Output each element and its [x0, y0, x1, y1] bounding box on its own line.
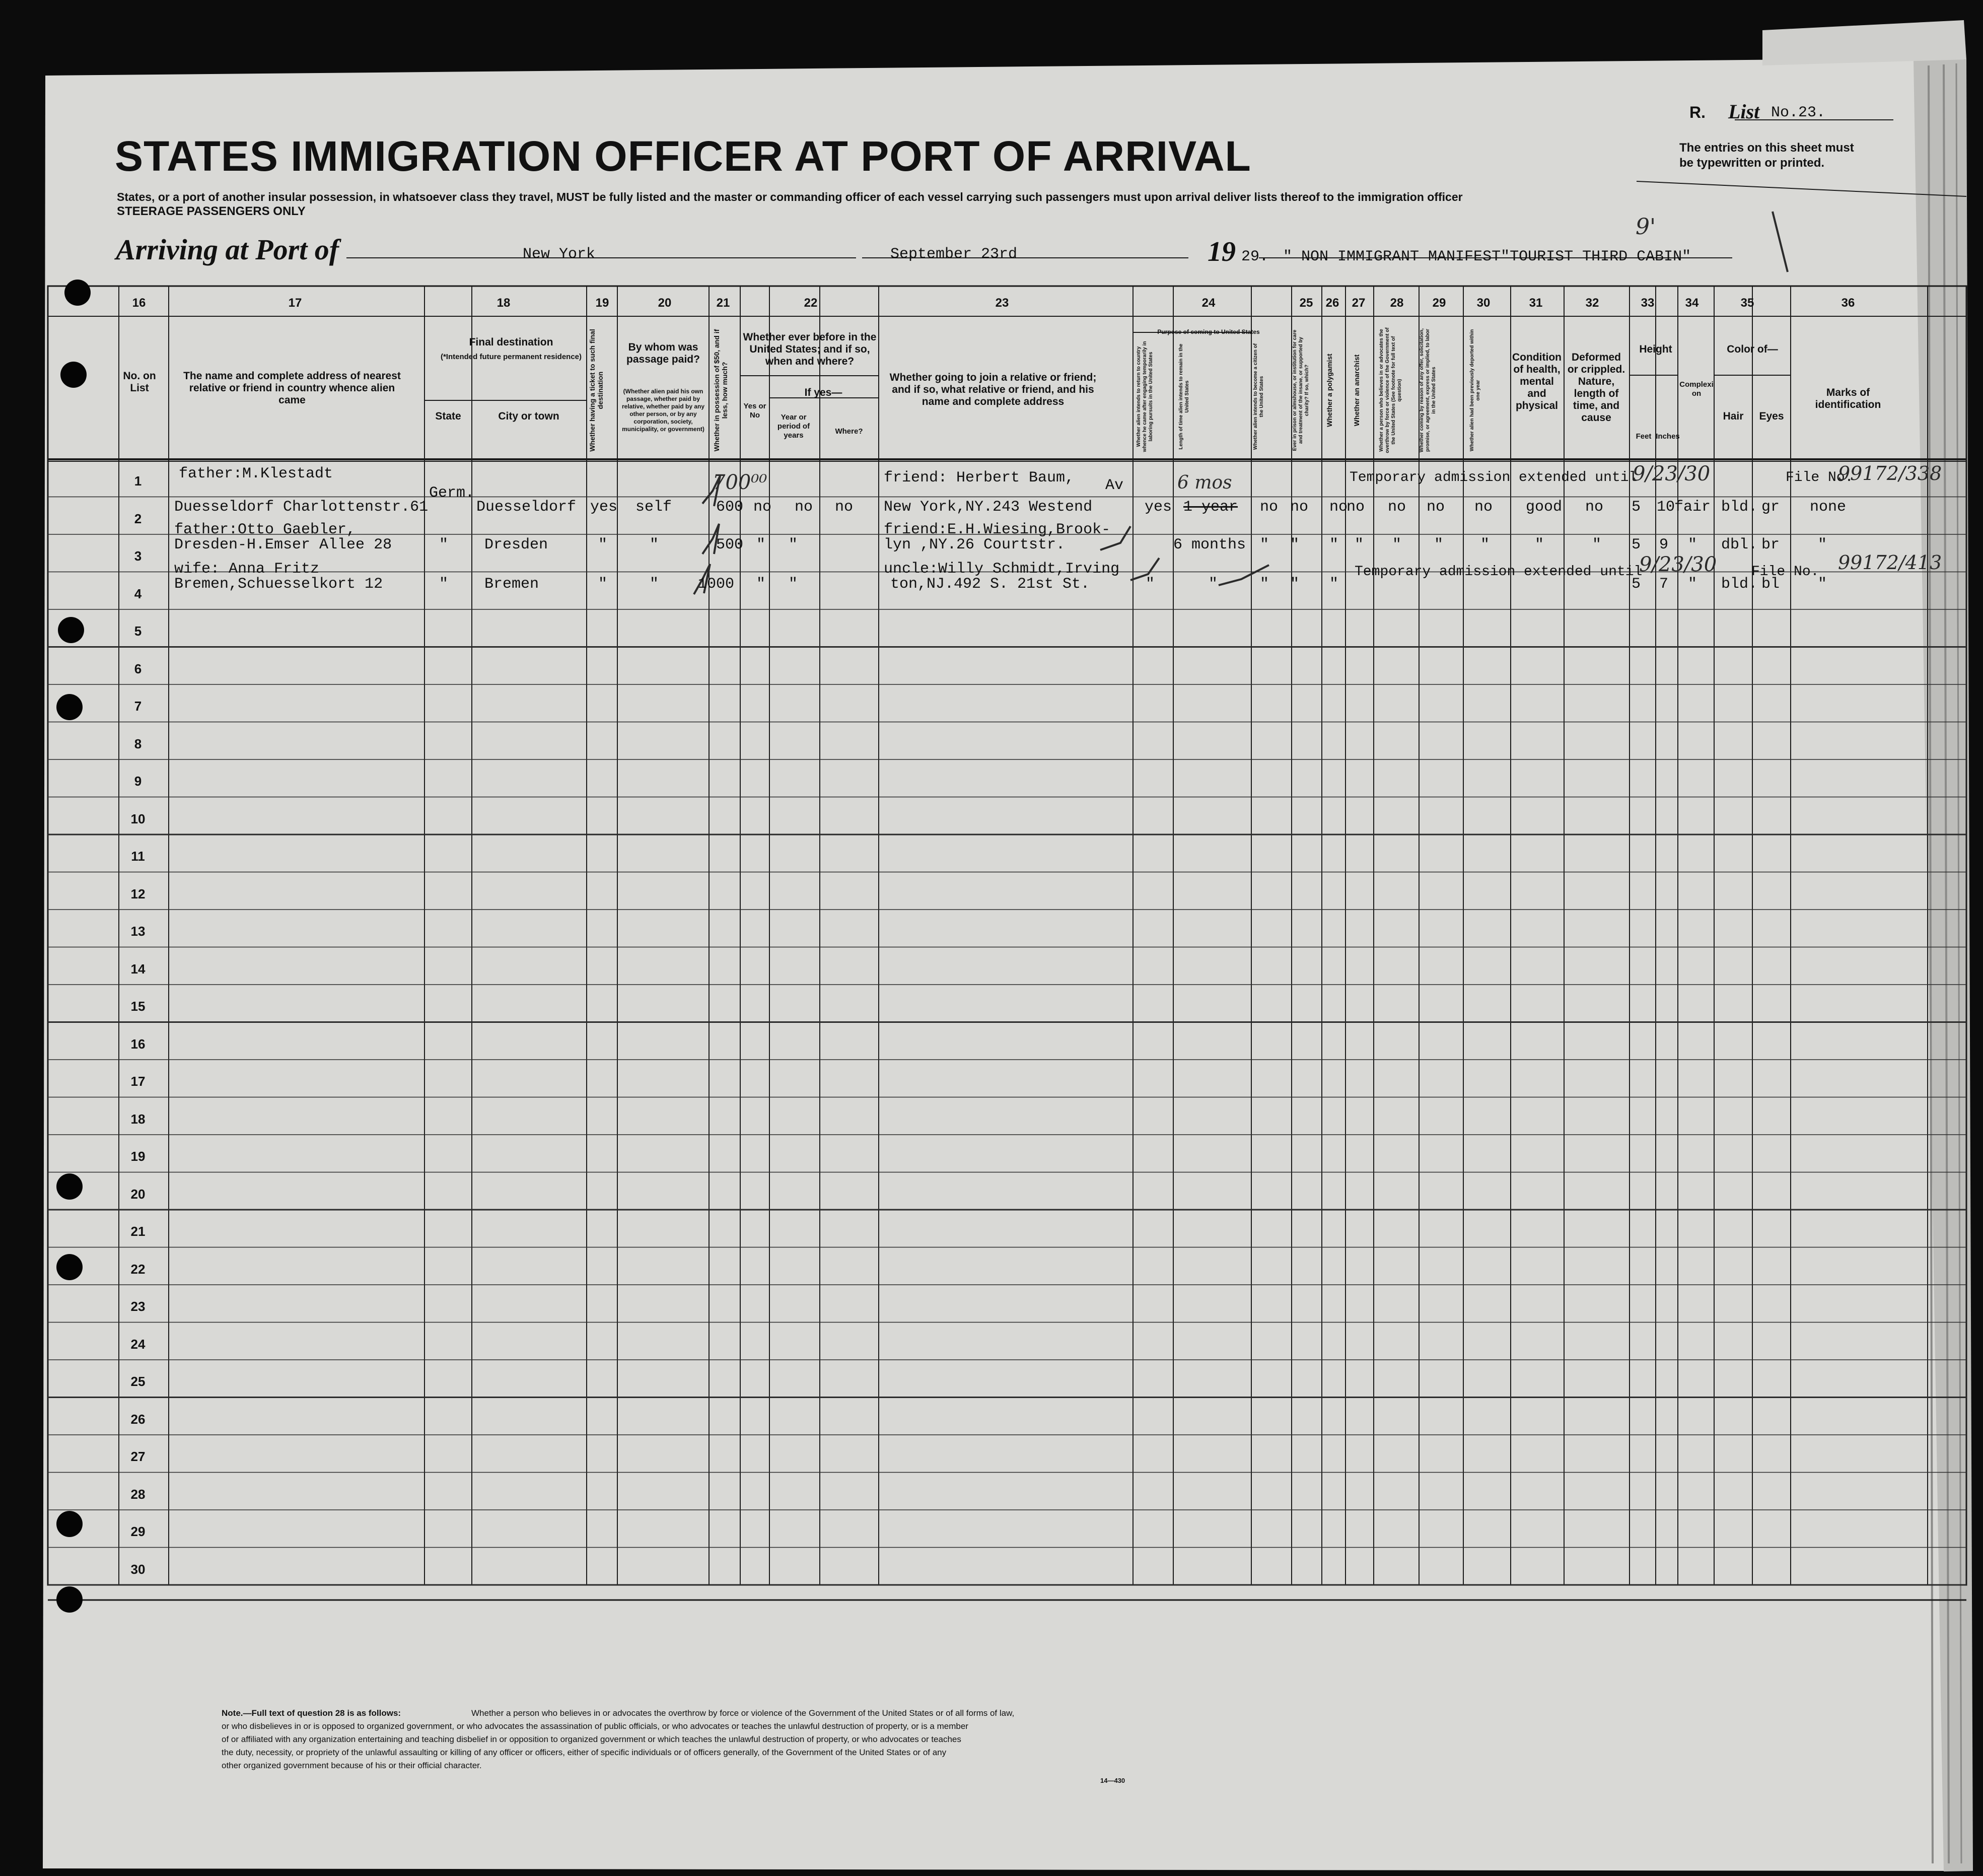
header-purpose: Purpose of coming to United States [1157, 328, 1260, 335]
header-complexion: Complexion [1679, 380, 1714, 398]
entry-3-ditto: " [1260, 576, 1269, 593]
row-number: 25 [130, 1374, 146, 1389]
column-number: 33 [1641, 296, 1655, 310]
entry-2-ditto: " [1434, 536, 1444, 553]
entry-1-deformed: no [1585, 499, 1604, 516]
entry-2-before-us: " [756, 536, 766, 553]
column-number: 36 [1841, 296, 1855, 310]
entry-3-before-year: " [789, 576, 798, 593]
entry-3-ticket: " [598, 576, 608, 593]
entry-3-relative: wife: Anna Fritz [174, 561, 320, 578]
entry-2-relative: father:Otto Gaebler, [174, 521, 356, 538]
entry-3-ditto: " [1290, 576, 1300, 593]
header-inches: Inches [1656, 432, 1680, 441]
entry-1-anarchist: no [1347, 499, 1365, 516]
arriving-label: Arriving at Port of [116, 233, 339, 266]
entry-1-citizen: no [1260, 499, 1279, 516]
entry-1-money: 600 [716, 499, 744, 516]
year-prefix: 19 [1208, 236, 1236, 267]
footnote-line: of or affiliated with any organization entertaining and teaching disbelief in or opposition to organized government or which teaches the unlawful destruction of property, or who advocates or teaches [222, 1734, 961, 1744]
footnote-line: other organized government because of his or their official character. [222, 1761, 482, 1770]
entry-2-joining-address: lyn ,NY.26 Courtstr. [884, 536, 1066, 553]
column-number: 24 [1201, 296, 1216, 310]
entry-1-health: good [1526, 499, 1563, 516]
manifest-note: " NON IMMIGRANT MANIFEST"TOURIST THIRD CABIN" [1283, 248, 1691, 265]
entry-2-marks: " [1818, 536, 1827, 553]
entry-1-file-number: 99172/338 [1838, 462, 1942, 484]
row-number: 15 [130, 999, 146, 1014]
row-number: 6 [134, 661, 142, 676]
header-money: Whether in possession of $50, and if less, how much? [713, 329, 729, 452]
entry-2-city: Dresden [484, 536, 548, 553]
entry-2-ditto: " [1260, 536, 1269, 553]
entry-1-joining-av: Av [1105, 477, 1124, 494]
row-number: 10 [130, 811, 146, 826]
instruction-line: States, or a port of another insular possession, in whatsoever class they travel, MUST be fully listed and the master or commanding officer of each vessel carrying such passengers must upon arrival deliver lists thereof to the immigration officer [117, 190, 1463, 203]
column-number: 17 [288, 296, 302, 310]
header-joining: Whether going to join a relative or friend; and if so, what relative or friend, and his name and complete address [889, 372, 1097, 407]
page-title: STATES IMMIGRATION OFFICER AT PORT OF ARRIVAL [115, 132, 1251, 180]
handwritten-mark: 9' [1636, 214, 1656, 240]
entry-1-relative: father:M.Klestadt [179, 465, 333, 482]
entry-3-ditto: " [1209, 576, 1218, 593]
binder-hole [56, 1586, 83, 1613]
entry-1-eyes: gr [1761, 499, 1780, 516]
row-number: 21 [130, 1224, 146, 1239]
column-number: 32 [1585, 296, 1599, 310]
header-state: State [435, 410, 461, 422]
header-no-on-list: No. on List [123, 370, 156, 394]
entry-3-joining-address: ton,NJ.492 S. 21st St. [890, 576, 1090, 593]
header-passage-paid-note: (Whether alien paid his own passage, whether paid by relative, whether paid by any other person, or by any corporation, society, municipality, or government) [621, 388, 705, 433]
entry-1-polygamist: no [1329, 499, 1348, 516]
entry-2-ditto: " [1392, 536, 1402, 553]
binder-hole [56, 1173, 83, 1200]
entry-3-file-number: 99172/413 [1838, 551, 1942, 574]
header-offer: Whether coming by reason of any offer, solicitation, promise, or agreement, express or implied, to labor in the United States [1419, 328, 1437, 453]
entry-2-relative-address: Dresden-H.Emser Allee 28 [174, 536, 392, 553]
column-number: 29 [1432, 296, 1446, 310]
binder-hole [64, 280, 91, 306]
entry-2-state: " [439, 536, 449, 553]
instruction-line-steerage: STEERAGE PASSENGERS ONLY [117, 204, 306, 218]
entry-3-money: 1000 [698, 576, 735, 593]
row-number: 13 [130, 924, 146, 939]
column-number: 23 [995, 296, 1009, 310]
list-prefix: R. [1689, 103, 1706, 121]
row-number: 1 [134, 473, 142, 489]
column-number: 34 [1685, 296, 1699, 310]
column-number: 31 [1529, 296, 1543, 310]
list-number: No.23. [1771, 104, 1826, 121]
binder-hole [56, 694, 83, 720]
header-relative-address: The name and complete address of nearest relative or friend in country whence alien came [183, 370, 401, 406]
entry-1-ticket: yes [590, 499, 618, 516]
column-number: 28 [1390, 296, 1404, 310]
row-number: 20 [130, 1186, 146, 1202]
entry-1-relative-address: Duesseldorf Charlottenstr.61 [174, 499, 429, 516]
row-number: 24 [130, 1336, 146, 1352]
entry-1-joining-address: New York,NY.243 Westend [884, 499, 1093, 516]
footnote-line: the duty, necessity, or propriety of the unlawful assaulting or killing of any officer or officers, either of specific individuals or of officers generally, of the Government of the United States or of any [222, 1748, 947, 1757]
entry-1-file-label: File No. [1786, 470, 1854, 485]
row-number: 14 [130, 961, 146, 977]
entry-2-money: 500 [716, 536, 744, 553]
row-number: 19 [130, 1149, 146, 1164]
entry-3-file-label: File No. [1751, 564, 1819, 580]
column-number: 18 [497, 296, 511, 310]
column-number: 25 [1299, 296, 1313, 310]
row-number: 8 [134, 736, 142, 751]
entry-3-before-us: " [756, 576, 766, 593]
entry-1-joining: friend: Herbert Baum, [884, 469, 1075, 487]
entry-1-hair: bld. [1721, 499, 1758, 516]
header-hair: Hair [1723, 410, 1744, 422]
entry-3-joining: uncle:Willy Schmidt,Irving [884, 561, 1120, 578]
header-health: Condition of health, mental and physical [1512, 352, 1562, 411]
column-number: 21 [716, 296, 730, 310]
entry-1-length-hand: 6 mos [1177, 472, 1232, 493]
entry-1-inches: 10 [1657, 499, 1675, 516]
entry-3-hair: bld. [1721, 576, 1758, 593]
header-length-of-stay: Length of time alien intends to remain in the United States [1178, 343, 1190, 450]
port-value: New York [523, 246, 596, 263]
row-number: 16 [130, 1036, 146, 1052]
entry-3-relative-address: Bremen,Schuesselkort 12 [174, 576, 383, 593]
column-number: 35 [1740, 296, 1754, 310]
header-height: Height [1639, 343, 1672, 355]
entry-3-extension-date: 9/23/30 [1639, 553, 1717, 576]
entry-1-extension-date: 9/23/30 [1633, 462, 1711, 485]
footnote-line: or who disbelieves in or is opposed to organized government, or who advocates the assassination of public officials, or who advocates or teaches the unlawful destruction of property, or is a member [222, 1721, 968, 1731]
entry-3-extension-note: Temporary admission extended until [1355, 564, 1643, 580]
entry-1-before-where: no [835, 499, 854, 516]
binder-hole [56, 1511, 83, 1537]
entry-1-length: 1 year [1183, 499, 1238, 516]
header-final-destination: Final destination [469, 336, 553, 348]
entry-2-ticket: " [598, 536, 608, 553]
column-number: 26 [1325, 296, 1339, 310]
binder-hole [58, 617, 84, 643]
entry-2-joining: friend:E.H.Wiesing,Brook- [884, 521, 1111, 538]
row-number: 23 [130, 1299, 146, 1314]
header-before-us: Whether ever before in the United States; and if so, when and where? [743, 331, 877, 367]
entry-3-inches: 7 [1659, 576, 1669, 593]
entries-note: The entries on this sheet must [1679, 141, 1854, 155]
entry-1-city: Duesseldorf [476, 499, 577, 516]
header-where: Where? [835, 427, 863, 436]
column-number: 22 [804, 296, 818, 310]
column-number: 20 [658, 296, 672, 310]
entries-note: be typewritten or printed. [1679, 156, 1825, 170]
entry-3-ditto: " [1146, 576, 1155, 593]
binder-hole [60, 362, 87, 388]
entry-2-ditto: " [1329, 536, 1339, 553]
column-number: 30 [1476, 296, 1491, 310]
row-number: 22 [130, 1261, 146, 1277]
entry-3-feet: 5 [1632, 576, 1641, 593]
header-year: Year or period of years [777, 413, 810, 440]
entry-1-complexion: fair [1674, 499, 1711, 516]
entry-3-state: " [439, 576, 449, 593]
entry-3-paid-by: " [650, 576, 659, 593]
row-number: 7 [134, 699, 142, 714]
binder-hole [56, 1254, 83, 1280]
header-prison: Ever in prison or almshouse, or institution for care and treatment of the insane, or supported by charity? If so, which? [1292, 329, 1310, 451]
header-deformed: Deformed or crippled. Nature, length of time, and cause [1567, 352, 1625, 424]
column-number: 16 [132, 296, 146, 310]
row-number: 5 [134, 623, 142, 639]
entry-2-ditto: " [1592, 536, 1602, 553]
entry-3-ditto: " [1688, 576, 1697, 593]
row-number: 26 [130, 1411, 146, 1427]
row-number: 28 [130, 1486, 146, 1502]
year-suffix: 29. [1241, 248, 1269, 265]
header-if-yes: If yes— [804, 387, 842, 398]
row-number: 27 [130, 1449, 146, 1464]
entry-2-length: 6 months [1173, 536, 1246, 553]
entry-2-ditto: " [1480, 536, 1490, 553]
header-passage-paid: By whom was passage paid? [626, 341, 700, 365]
entry-3-ditto: " [1329, 576, 1339, 593]
entry-2-ditto: " [1688, 536, 1697, 553]
entry-2-inches: 9 [1659, 536, 1669, 553]
entry-2-ditto: " [1355, 536, 1364, 553]
entry-1-offer: no [1427, 499, 1445, 516]
form-number: 14—430 [1100, 1777, 1125, 1784]
entry-2-ditto: " [1290, 536, 1300, 553]
entry-2-ditto: " [1535, 536, 1544, 553]
header-city: City or town [498, 410, 559, 422]
entry-3-eyes: bl [1761, 576, 1780, 593]
header-feet: Feet [1636, 432, 1652, 441]
entry-1-before-year: no [795, 499, 813, 516]
column-number: 27 [1352, 296, 1366, 310]
entry-3-city: Bremen [484, 576, 539, 593]
entry-1-extension-note: Temporary admission extended until [1350, 470, 1638, 485]
header-anarchist: Whether an anarchist [1353, 354, 1361, 427]
entry-1-return: yes [1145, 499, 1172, 516]
row-number: 11 [131, 849, 145, 864]
entry-1-paid-by: self [635, 499, 672, 516]
header-color-of: Color of— [1727, 343, 1778, 355]
row-number: 3 [134, 548, 142, 564]
header-eyes: Eyes [1759, 410, 1784, 422]
arrival-date: September 23rd [890, 246, 1018, 263]
entry-1-overthrow: no [1388, 499, 1406, 516]
column-number: 19 [595, 296, 609, 310]
entry-2-hair: dbl. [1721, 536, 1758, 553]
header-intends-return: Whether alien intends to return to country whence he came after engaging temporarily in laboring pursuits in the United States [1136, 341, 1154, 452]
entry-1-marks: none [1810, 499, 1847, 516]
row-number: 2 [134, 511, 142, 526]
list-label: List [1728, 100, 1760, 123]
entry-2-before-year: " [789, 536, 798, 553]
header-deported: Whether alien had been previously deported within one year [1469, 329, 1481, 452]
header-intends-citizen: Whether alien intends to become a citizen of the United States [1253, 343, 1264, 450]
row-number: 12 [130, 886, 146, 901]
footnote-line: Whether a person who believes in or advocates the overthrow by force or violence of the Government of the United States or of all forms of law, [471, 1708, 1015, 1718]
entry-1-prison: no [1290, 499, 1309, 516]
entry-1-state: Germ. [429, 484, 475, 502]
header-polygamist: Whether a polygamist [1325, 354, 1333, 427]
row-number: 9 [134, 774, 142, 789]
row-number: 30 [130, 1561, 146, 1577]
row-number: 18 [130, 1111, 146, 1127]
header-marks: Marks of identification [1815, 387, 1881, 410]
header-ticket: Whether having a ticket to such final destination [588, 329, 604, 452]
entry-2-paid-by: " [650, 536, 659, 553]
entry-2-feet: 5 [1632, 536, 1641, 553]
footnote-lead: Note.—Full text of question 28 is as follows: [222, 1708, 401, 1718]
entry-1-before-us: no [753, 499, 772, 516]
header-yes-no: Yes or No [743, 402, 766, 420]
entry-3-marks: " [1818, 576, 1827, 593]
header-overthrow: Whether a person who believes in or advocates the overthrow by force or violence of the Government of the United States (See footnote for full text of question) [1379, 327, 1402, 453]
entry-1-money-hand: 700⁰⁰ [713, 471, 767, 494]
row-number: 4 [134, 586, 142, 601]
row-number: 17 [130, 1074, 146, 1089]
row-number: 29 [130, 1524, 146, 1539]
entry-1-feet: 5 [1632, 499, 1641, 516]
entry-2-eyes: br [1761, 536, 1780, 553]
entry-1-deported: no [1474, 499, 1493, 516]
header-final-destination-note: (*Intended future permanent residence) [440, 353, 582, 361]
